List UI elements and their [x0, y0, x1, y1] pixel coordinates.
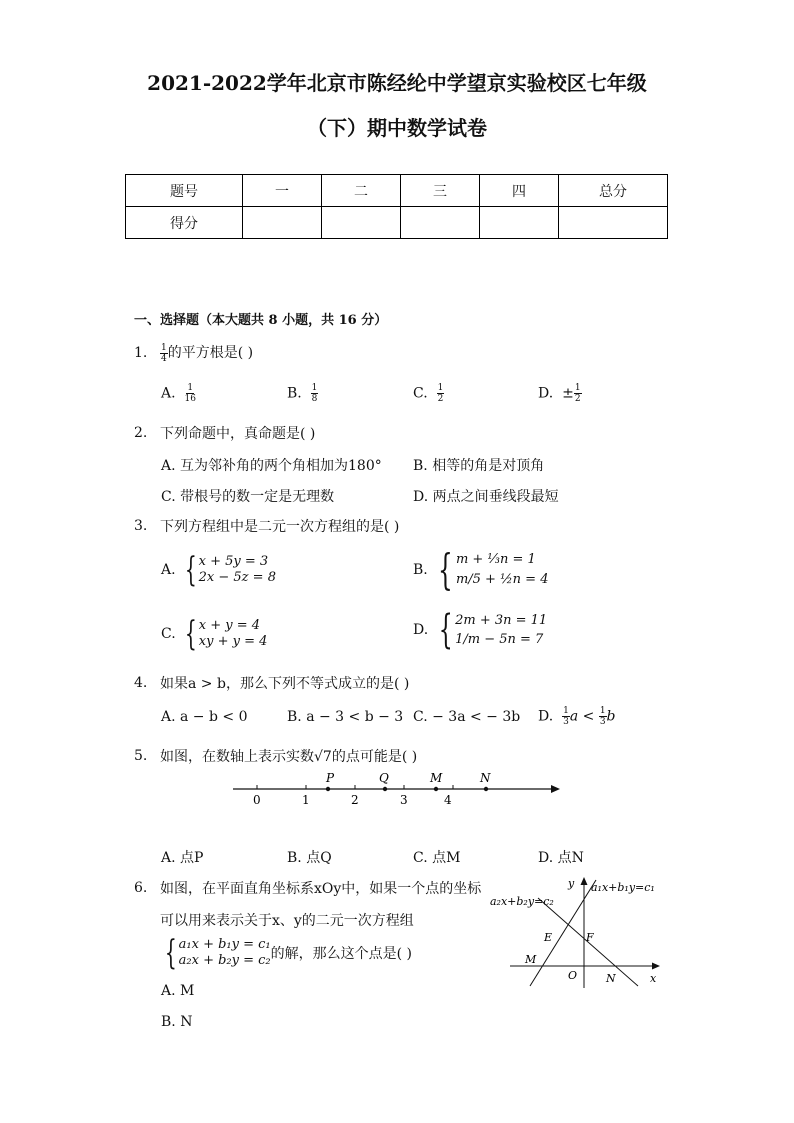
score-cell: 一: [243, 175, 322, 207]
point-label: M: [430, 771, 443, 785]
question-6-line1: 如图，在平面直角坐标系xOy中，如果一个点的坐标: [160, 881, 482, 897]
point-label: F: [586, 931, 594, 944]
question-number: 3.: [134, 518, 148, 534]
score-cell: [322, 207, 401, 239]
score-table-header: [126, 175, 668, 207]
point-label: P: [326, 771, 335, 785]
section-heading: 一、选择题（本大题共 8 小题，共 16 分）: [134, 313, 388, 328]
question-6-line3: { a₁x + b₁y = c₁ a₂x + b₂y = c₂ 的解，那么这个点是( ): [164, 933, 412, 973]
point-m: [434, 787, 438, 791]
line-2-label: a₂x+b₂y=c₂: [490, 895, 554, 908]
axis-label: x: [650, 972, 657, 985]
score-cell: 四: [480, 175, 559, 207]
question-5: 如图，在数轴上表示实数√7的点可能是( ): [160, 749, 418, 765]
question-number: 5.: [134, 748, 148, 764]
option-a: A. 互为邻补角的两个角相加为180°: [161, 458, 382, 474]
point-label: E: [544, 931, 553, 944]
tick-label: 3: [400, 793, 408, 807]
option-d: D. 两点之间垂线段最短: [413, 489, 559, 505]
option-c: C. 点M: [413, 850, 461, 866]
question-number: 1.: [134, 345, 148, 361]
option-a: A. $\frac{1}{16}$: [161, 383, 196, 404]
question-number: 4.: [134, 675, 148, 691]
question-1: $\frac{1}{4}$ 的平方根是( ): [161, 342, 254, 364]
option-d: D. $\frac{1}{3}$ a < $\frac{1}{3}$ b: [538, 706, 616, 727]
score-cell: [401, 207, 480, 239]
point-label: Q: [379, 771, 389, 785]
option-b: B. a − 3 < b − 3: [287, 709, 404, 725]
exam-title-line2: （下）期中数学试卷: [307, 116, 487, 140]
tick-label: 0: [253, 793, 261, 807]
score-cell: 三: [401, 175, 480, 207]
option-b: B. { m + ⅓n = 1 m/5 + ½n = 4: [413, 545, 549, 594]
point-label: M: [525, 953, 537, 966]
score-cell: 总分: [559, 175, 668, 207]
score-table-row: [126, 207, 668, 239]
score-cell: 题号: [126, 175, 243, 207]
point-label: N: [606, 972, 616, 985]
tick-label: 2: [351, 793, 359, 807]
question-2: 下列命题中，真命题是( ): [160, 426, 316, 442]
fraction: $\frac{1}{4}$: [161, 342, 167, 364]
option-b: B. 相等的角是对顶角: [413, 458, 545, 474]
exam-title-line1: 2021-2022学年北京市陈经纶中学望京实验校区七年级: [147, 71, 647, 95]
option-c: C. { x + y = 4 xy + y = 4: [161, 614, 268, 654]
arrow-icon: [581, 877, 588, 885]
score-cell: [559, 207, 668, 239]
option-a: A. a − b < 0: [161, 709, 248, 725]
question-number: 2.: [134, 425, 148, 441]
question-number: 6.: [134, 880, 148, 896]
point-q: [383, 787, 387, 791]
option-d: D. ± $\frac{1}{2}$: [538, 383, 581, 404]
option-b: B. N: [161, 1014, 193, 1030]
coordinate-figure: [488, 870, 668, 990]
number-line-figure: [225, 766, 570, 811]
tick-label: 1: [302, 793, 310, 807]
option-c: C. $\frac{1}{2}$: [413, 383, 444, 404]
arrow-icon: [652, 963, 660, 970]
axis-label: y: [568, 877, 575, 890]
question-3: 下列方程组中是二元一次方程组的是( ): [160, 519, 400, 535]
score-cell: 得分: [126, 207, 243, 239]
score-cell: [243, 207, 322, 239]
option-a: A. 点P: [161, 850, 204, 866]
option-d: D. 点N: [538, 850, 584, 866]
tick-label: 4: [444, 793, 452, 807]
question-6-line2: 可以用来表示关于x、y的二元一次方程组: [160, 913, 414, 929]
point-n: [484, 787, 488, 791]
option-c: C. − 3a < − 3b: [413, 709, 521, 725]
arrow-icon: [551, 785, 560, 793]
option-b: B. $\frac{1}{8}$: [287, 383, 318, 404]
score-table: [125, 174, 668, 239]
point-label: N: [480, 771, 491, 785]
option-c: C. 带根号的数一定是无理数: [161, 489, 335, 505]
option-b: B. 点Q: [287, 850, 332, 866]
question-4: 如果a > b，那么下列不等式成立的是( ): [160, 676, 410, 692]
option-a: A. { x + 5y = 3 2x − 5z = 8: [161, 550, 276, 590]
score-cell: 二: [322, 175, 401, 207]
point-p: [326, 787, 330, 791]
option-d: D. { 2m + 3n = 11 1/m − 5n = 7: [413, 607, 548, 653]
option-a: A. M: [161, 983, 195, 999]
score-cell: [480, 207, 559, 239]
line-1-label: a₁x+b₁y=c₁: [591, 881, 655, 894]
origin-label: O: [568, 969, 578, 982]
